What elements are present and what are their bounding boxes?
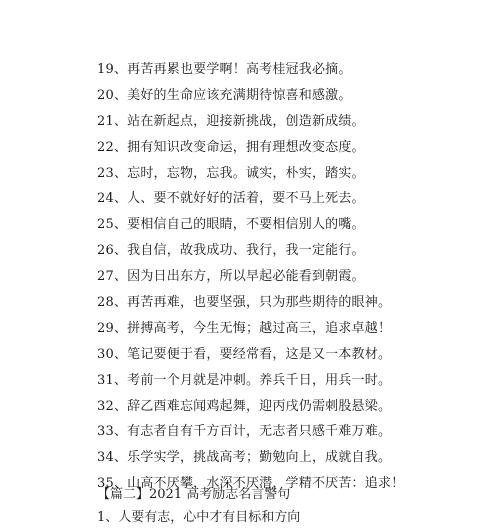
section-heading: 【篇二】2021 高考励志名言警句 — [97, 487, 291, 502]
list-item: 27、因为日出东方，所以早起必能看到朝霞。 — [97, 269, 365, 285]
list-item: 29、拼搏高考，今生无悔；越过高三，追求卓越！ — [97, 320, 392, 336]
list-item: 32、辞乙酉难忘闻鸡起舞，迎丙戌仍需刺股悬梁。 — [97, 398, 392, 414]
list-item: 24、人、要不就好好的活着，要不马上死去。 — [97, 191, 365, 207]
list-item: 1、人要有志，心中才有目标和方向 — [97, 510, 301, 525]
list-item: 34、乐学实学，挑战高考；勤勉向上，成就自我。 — [97, 450, 392, 466]
list-item: 33、有志者自有千方百计，无志者只感千难万难。 — [97, 424, 392, 440]
quote-list — [97, 57, 404, 497]
list-item: 28、再苦再难，也要坚强，只为那些期待的眼神。 — [97, 295, 392, 311]
list-item: 19、再苦再累也要学啊！高考桂冠我必摘。 — [97, 62, 352, 77]
list-item: 20、美好的生命应该充满期待惊喜和感激。 — [97, 87, 352, 103]
list-item: 30、笔记要便于看，要经常看，这是又一本教材。 — [97, 346, 392, 362]
list-item: 22、拥有知识改变命运，拥有理想改变态度。 — [97, 139, 365, 155]
list-item: 21、站在新起点，迎接新挑战，创造新成绩。 — [97, 113, 365, 129]
list-item: 25、要相信自己的眼睛，不要相信别人的嘴。 — [97, 217, 365, 233]
list-item: 35、山高不厌攀，水深不厌潜，学精不厌苦：追求！ — [97, 476, 405, 492]
list-item: 26、我自信，故我成功、我行，我一定能行。 — [97, 243, 365, 259]
list-item: 23、忘时，忘物，忘我。诚实，朴实，踏实。 — [97, 165, 365, 181]
list-item: 31、考前一个月就是冲刺。养兵千日，用兵一时。 — [97, 372, 392, 388]
